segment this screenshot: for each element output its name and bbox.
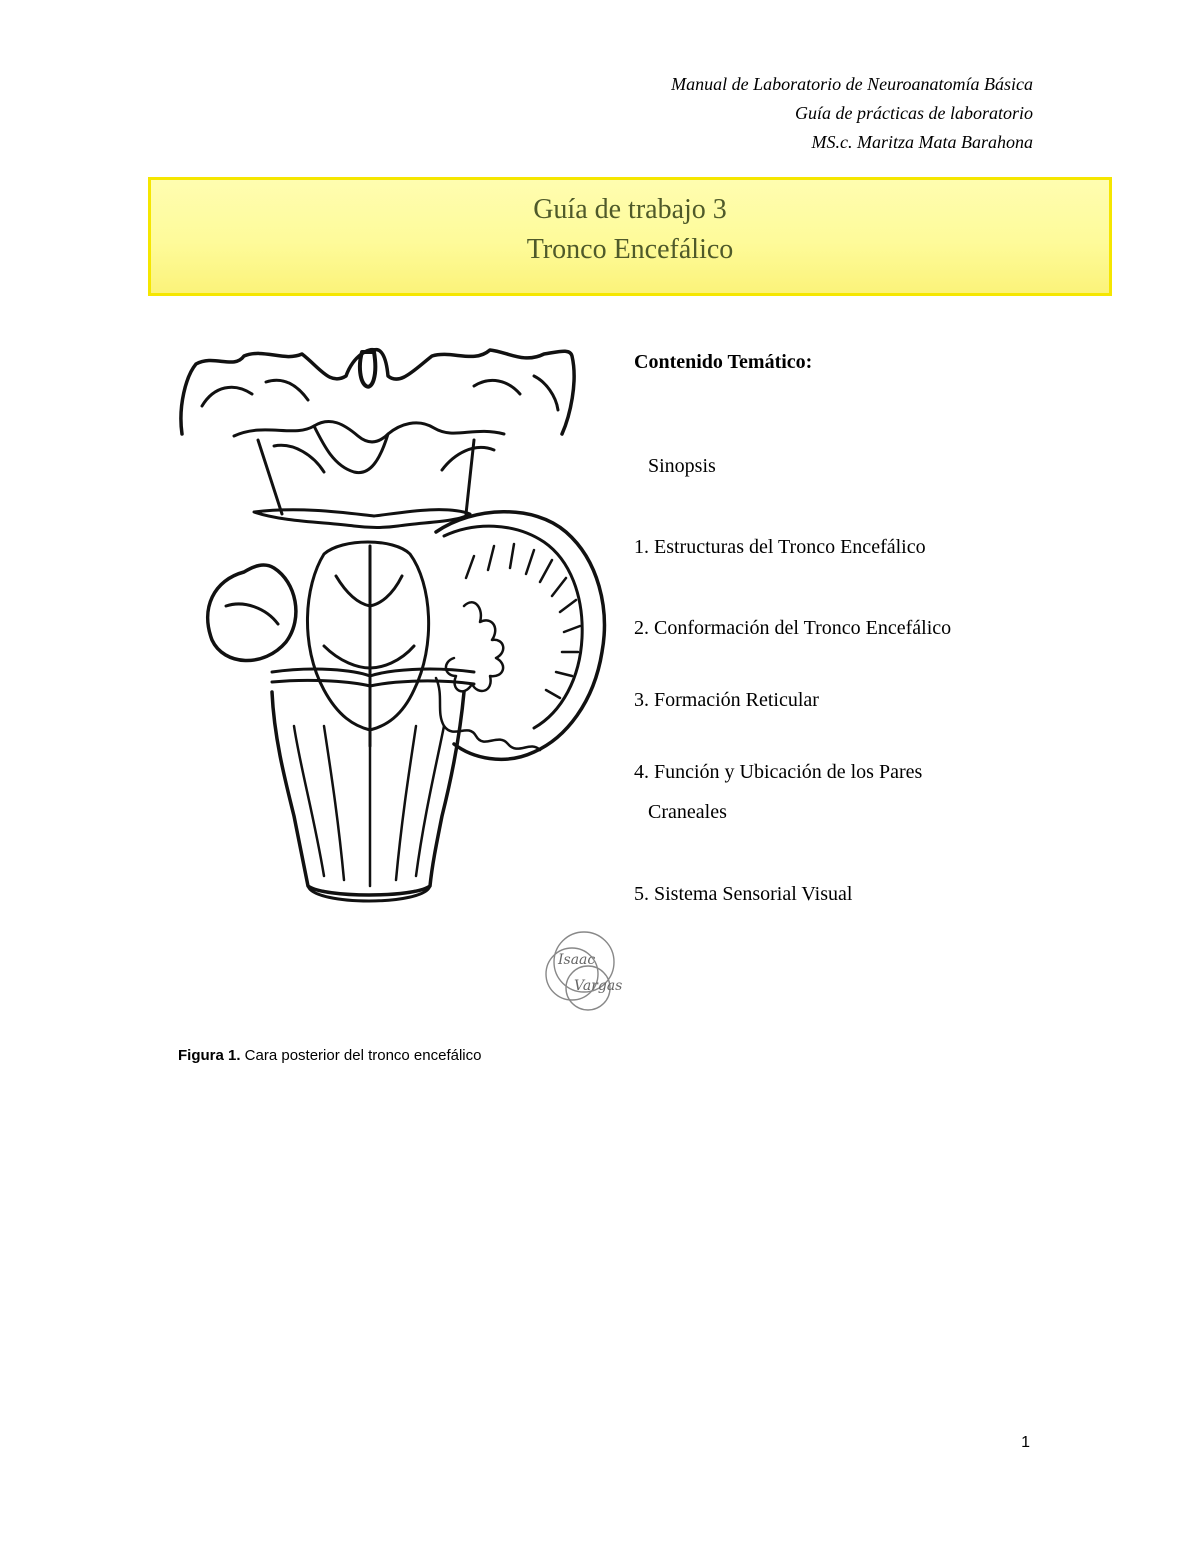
- figure-caption-label: Figura 1.: [178, 1047, 241, 1064]
- guide-number-title: Guía de trabajo 3: [533, 194, 727, 225]
- header-manual-title: Manual de Laboratorio de Neuroanatomía Básica: [671, 74, 1033, 94]
- list-item: 3. Formación Reticular: [634, 689, 819, 711]
- synopsis-item: Sinopsis: [648, 455, 716, 477]
- figure-caption-text: Cara posterior del tronco encefálico: [240, 1047, 482, 1064]
- guide-topic-title: Tronco Encefálico: [526, 234, 734, 265]
- header-author: MS.c. Maritza Mata Barahona: [811, 132, 1033, 152]
- list-item-continuation: Craneales: [648, 801, 727, 823]
- svg-text:Vargas: Vargas: [574, 978, 623, 994]
- list-item: 4. Función y Ubicación de los Pares: [634, 761, 923, 783]
- list-item: 2. Conformación del Tronco Encefálico: [634, 617, 952, 639]
- header-guide-subtitle: Guía de prácticas de laboratorio: [795, 103, 1033, 123]
- figure-caption: [178, 1047, 481, 1064]
- page-number: 1: [1021, 1434, 1030, 1451]
- list-item: 5. Sistema Sensorial Visual: [634, 883, 853, 905]
- brainstem-illustration: [174, 346, 623, 1022]
- running-header: [671, 70, 1033, 157]
- title-box: [148, 177, 1112, 296]
- content-heading: Contenido Temático:: [634, 351, 813, 373]
- svg-text:Isaac: Isaac: [558, 952, 596, 968]
- list-item: 1. Estructuras del Tronco Encefálico: [634, 536, 926, 558]
